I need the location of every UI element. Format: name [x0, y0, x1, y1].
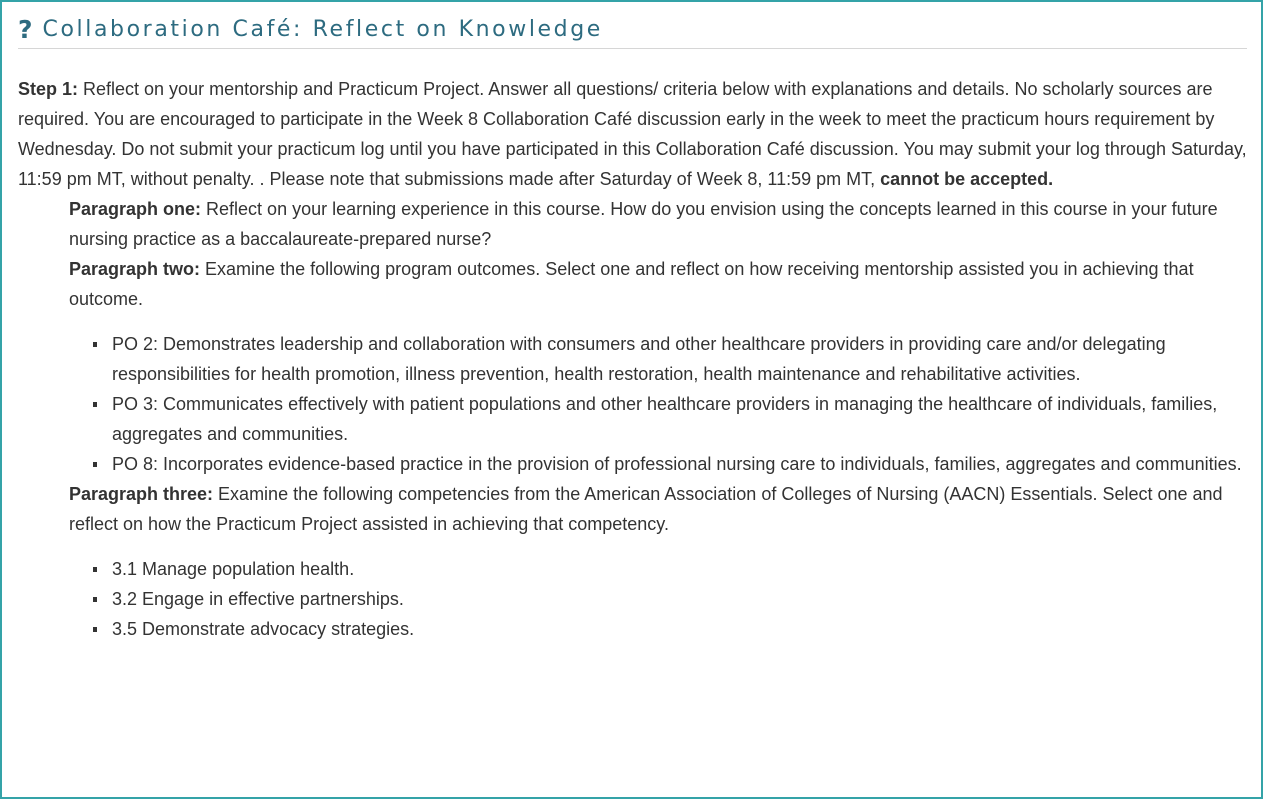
bullet-icon	[93, 462, 97, 467]
competency-text: 3.1 Manage population health.	[112, 559, 355, 579]
list-item	[69, 449, 1254, 479]
question-mark-icon: ?	[18, 15, 33, 44]
bullet-icon	[93, 597, 97, 602]
step1-emphasis: cannot be accepted.	[880, 169, 1054, 189]
step1-label: Step 1:	[18, 79, 79, 99]
bullet-icon	[93, 627, 97, 632]
panel-header	[18, 16, 1247, 49]
paragraph-two-prompt	[69, 254, 1254, 314]
page-title: Collaboration Café: Reflect on Knowledge	[42, 17, 603, 42]
bullet-icon	[93, 402, 97, 407]
list-item	[69, 554, 1254, 584]
instructions-body	[18, 74, 1254, 644]
list-item	[69, 584, 1254, 614]
paragraph-one-prompt	[69, 194, 1254, 254]
competencies-list	[69, 554, 1254, 644]
paragraph-one-text: Reflect on your learning experience in this course. How do you envision using the concepts learned in this course in your future nursing practice as a baccalaureate-prepared nurse?	[69, 199, 1218, 249]
paragraph-two-text: Examine the following program outcomes. Select one and reflect on how receiving mentorship assisted you in achieving that outcome.	[69, 259, 1194, 309]
paragraph-three-text: Examine the following competencies from the American Association of Colleges of Nursing (AACN) Essentials. Select one and reflect on how the Practicum Project assisted in achieving that competency.	[69, 484, 1223, 534]
paragraph-one-label: Paragraph one:	[69, 199, 202, 219]
paragraph-three-label: Paragraph three:	[69, 484, 214, 504]
list-item	[69, 329, 1254, 389]
paragraph-two-label: Paragraph two:	[69, 259, 201, 279]
competency-text: 3.5 Demonstrate advocacy strategies.	[112, 619, 415, 639]
program-outcome-text: PO 8: Incorporates evidence-based practice in the provision of professional nursing care to individuals, families, aggregates and communities.	[112, 454, 1242, 474]
bullet-icon	[93, 567, 97, 572]
paragraph-three-prompt	[69, 479, 1254, 539]
program-outcomes-list	[69, 329, 1254, 479]
step1-paragraph	[18, 74, 1254, 194]
list-item	[69, 389, 1254, 449]
program-outcome-text: PO 3: Communicates effectively with patient populations and other healthcare providers in managing the healthcare of individuals, families, aggregates and communities.	[112, 394, 1218, 444]
program-outcome-text: PO 2: Demonstrates leadership and collaboration with consumers and other healthcare providers in providing care and/or delegating responsibilities for health promotion, illness prevention, health restoration, health maintenance and rehabilitative activities.	[112, 334, 1166, 384]
bullet-icon	[93, 342, 97, 347]
list-item	[69, 614, 1254, 644]
paragraph-prompts	[69, 194, 1254, 644]
step1-text: Reflect on your mentorship and Practicum Project. Answer all questions/ criteria below with explanations and details. No scholarly sources are required. You are encouraged to participate in the Week 8 Collaboration Café discussion early in the week to meet the practicum hours requirement by Wednesday. Do not submit your practicum log until you have participated in this Collaboration Café discussion. You may submit your log through Saturday, 11:59 pm MT, without penalty. . Please note that submissions made after Saturday of Week 8, 11:59 pm MT,	[18, 79, 1247, 189]
competency-text: 3.2 Engage in effective partnerships.	[112, 589, 404, 609]
